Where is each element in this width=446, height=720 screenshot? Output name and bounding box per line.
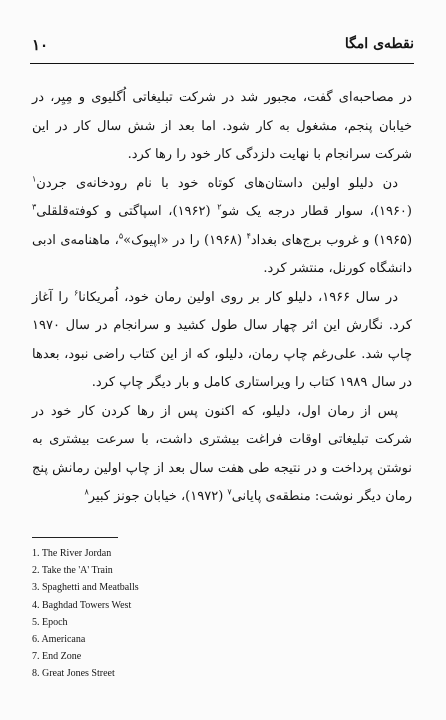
paragraph-2 (32, 170, 412, 284)
footnote-ref-2: ۲ (217, 202, 222, 212)
footnote-5: 5. Epoch (32, 616, 68, 628)
paragraph-3-text-1: در سال ۱۹۶۶، دلیلو کار بر روی اولین رمان خود، اُمریکانا (78, 289, 398, 305)
footnote-ref-5: ۵ (118, 231, 124, 241)
paragraph-2-text-5: (۱۹۶۸) را در «اپیوک» (123, 232, 247, 248)
footnote-ref-6: ۶ (74, 288, 79, 298)
footnote-ref-1: ۱ (32, 174, 37, 184)
footnote-7: 7. End Zone (32, 651, 82, 663)
footnote-ref-4: ۴ (246, 231, 251, 241)
page-header (30, 34, 414, 58)
footnote-separator (32, 537, 118, 538)
paragraph-4-text-1: پس از رمان اول، دلیلو، که اکنون پس از رها کردن کار خود در شرکت تبلیغاتی اوقات فراغت بیشتری داشت، با سرعت بیشتری به نوشتن پرداخت و در نتیجه طی هفت سال بعد از چاپ اولین رمانش پنج رمان دیگر نوشت: منطقه‌ی پایانی (32, 403, 412, 504)
footnote-1: 1. The River Jordan (32, 548, 112, 559)
footnotes-list (32, 545, 139, 683)
paragraph-2-text-2: (۱۹۶۰)، سوار قطار درجه یک شو (221, 204, 412, 219)
footnote-6: 6. Americana (32, 633, 86, 645)
footnote-3: 3. Spaghetti and Meatballs (32, 582, 139, 594)
footnote-2: 2. Take the 'A' Train (32, 565, 113, 577)
paragraph-3 (32, 284, 412, 398)
paragraph-2-text-3: (۱۹۶۲)، اسپاگتی و کوفته‌قلقلی (36, 204, 218, 219)
paragraph-1: در مصاحبه‌ای گفت، مجبور شد در شرکت تبلیغاتی اُگلیوی و مِیِر، در خیابان پنجم، مشغول به کار شود. اما بعد از شش سال کار در این شرکت سرانجام با نهایت دلزدگی کار خود را رها کرد. (32, 90, 412, 162)
footnote-ref-3: ۳ (32, 202, 37, 212)
footnote-4: 4. Baghdad Towers West (32, 599, 132, 611)
footnote-8: 8. Great Jones Street (32, 668, 115, 680)
running-title: نقطه‌ی امگا (344, 36, 414, 52)
body-text (32, 84, 412, 512)
paragraph-4 (32, 398, 412, 512)
footnote-ref-8: ۸ (84, 487, 89, 497)
paragraph-3-text-2: را آغاز کرد. نگارش این اثر چهار سال طول کشید و سرانجام در سال ۱۹۷۰ چاپ شد. علی‌رغم چاپ رمان، دلیلو، که از این کتاب راضی نبود، بعدها در سال ۱۹۸۹ کتاب را ویراستاری کامل و بار دیگر چاپ کرد. (32, 289, 412, 390)
header-rule (30, 63, 414, 64)
paragraph-2-text-6: ، ماهنامه‌ی ادبی دانشگاه کورنل، منتشر کرد. (32, 232, 412, 276)
paragraph-2-text-1: دن دلیلو اولین داستان‌های کوتاه خود با نام رودخانه‌ی جردن (36, 175, 398, 191)
page-number: ۱۰ (32, 36, 49, 54)
paragraph-4-text-2: (۱۹۷۲)، خیابان جونز کبیر (88, 489, 228, 504)
footnote-ref-7: ۷ (227, 487, 232, 497)
paragraph-2-text-4: (۱۹۶۵) و غروب برج‌های بغداد (250, 232, 413, 248)
